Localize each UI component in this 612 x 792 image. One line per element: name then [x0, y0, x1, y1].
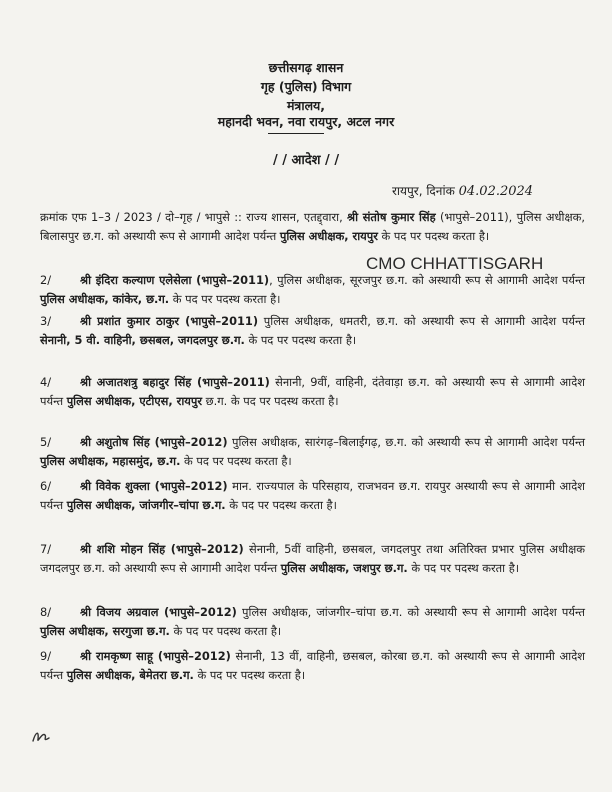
paragraph-number: 8/	[40, 605, 52, 619]
dateline	[392, 182, 533, 199]
body-text: के पद पर पदस्थ करता है।	[377, 229, 490, 243]
header-address: महानदी भवन, नवा रायपुर, अटल नगर	[217, 114, 395, 129]
body-text: (भापुसे–2011), पुलिस अधीक्षक, बिलासपुर छ.ग. को अस्थायी रूप से आगामी आदेश पर्यन्त	[40, 210, 585, 243]
body-text: के पद पर पदस्थ करता है।	[180, 454, 292, 468]
date-prefix: रायपुर, दिनांक	[392, 184, 455, 198]
body-text: पुलिस अधीक्षक, सारंगढ़–बिलाईगढ़, छ.ग. को अस्थायी रूप से आगामी आदेश पर्यन्त	[227, 435, 585, 449]
bold-text: श्री विवेक शुक्ला (भापुसे–2012)	[80, 479, 228, 493]
bold-text: श्री संतोष कुमार सिंह	[347, 210, 436, 224]
bold-text: पुलिस अधीक्षक, महासमुंद, छ.ग.	[40, 454, 181, 468]
order-title: / / आदेश / /	[272, 153, 340, 168]
order-paragraph-4	[40, 373, 585, 411]
body-text: क्रमांक एफ 1–3 / 2023 / दो–गृह / भापुसे :: राज्य शासन, एतद्द्वारा,	[40, 210, 348, 224]
body-text: पुलिस अधीक्षक, जांजगीर–चांपा छ.ग. को अस्थायी रूप से आगामी आदेश पर्यन्त	[236, 605, 585, 619]
header-government: छत्तीसगढ़ शासन	[268, 60, 344, 75]
header-department: गृह (पुलिस) विभाग	[260, 79, 352, 94]
header-ministry: मंत्रालय,	[286, 98, 326, 113]
body-text: के पद पर पदस्थ करता है।	[244, 333, 357, 347]
bold-text: सेनानी, 5 वी. वाहिनी, छसबल, जगदलपुर छ.ग.	[40, 333, 245, 347]
body-text: पुलिस अधीक्षक, धमतरी, छ.ग. को अस्थायी रूप से आगामी आदेश पर्यन्त	[258, 314, 585, 328]
body-text: के पद पर पदस्थ करता है।	[193, 668, 306, 682]
order-paragraph-7	[40, 540, 585, 578]
paragraph-number: 5/	[40, 435, 52, 449]
bold-text: श्री इंदिरा कल्याण एलेसेला (भापुसे–2011)	[80, 273, 270, 287]
paragraph-number: 7/	[40, 542, 52, 556]
bold-text: श्री अशुतोष सिंह (भापुसे–2012)	[80, 435, 228, 449]
body-text: के पद पर पदस्थ करता है।	[169, 292, 281, 306]
paragraph-number: 9/	[40, 649, 52, 663]
order-paragraph-8	[40, 603, 585, 641]
body-text: छ.ग. के पद पर पदस्थ करता है।	[202, 394, 339, 408]
handwritten-date: 04.02.2024	[458, 184, 534, 199]
body-text: सेनानी, 9वीं, वाहिनी, दंतेवाड़ा छ.ग. को अस्थायी रूप से आगामी आदेश पर्यन्त	[40, 375, 585, 408]
body-text: सेनानी, 13 वीं, वाहिनी, छसबल, कोरबा छ.ग. को अस्थायी रूप से आगामी आदेश पर्यन्त	[40, 649, 585, 682]
watermark: CMO CHHATTISGARH	[366, 254, 544, 273]
order-paragraph-6	[40, 477, 585, 515]
body-text: के पद पर पदस्थ करता है।	[407, 561, 520, 575]
bold-text: श्री विजय अग्रवाल (भापुसे–2012)	[80, 605, 237, 619]
order-paragraph-9	[40, 647, 585, 685]
bold-text: पुलिस अधीक्षक, रायपुर	[279, 229, 378, 243]
bold-text: पुलिस अधीक्षक, बेमेतरा छ.ग.	[66, 668, 194, 682]
bold-text: श्री अजातशत्रु बहादुर सिंह (भापुसे–2011)	[80, 375, 270, 389]
body-text: , पुलिस अधीक्षक, सूरजपुर छ.ग. को अस्थायी रूप से आगामी आदेश पर्यन्त	[269, 273, 586, 287]
body-text: के पद पर पदस्थ करता है।	[225, 498, 337, 512]
paragraph-number: 2/	[40, 273, 52, 287]
header-rule	[268, 133, 324, 134]
bold-text: पुलिस अधीक्षक, जशपुर छ.ग.	[280, 561, 408, 575]
body-text: के पद पर पदस्थ करता है।	[169, 624, 282, 638]
bold-text: श्री रामकृष्ण साहू (भापुसे–2012)	[80, 649, 231, 663]
paragraph-number: 3/	[40, 314, 52, 328]
handwritten-initials-mark	[30, 727, 52, 747]
body-text: मान. राज्यपाल के परिसहाय, राजभवन छ.ग. रायपुर अस्थायी रूप से आगामी आदेश पर्यन्त	[40, 479, 585, 512]
order-paragraph-2	[40, 271, 585, 309]
bold-text: पुलिस अधीक्षक, जांजगीर–चांपा छ.ग.	[66, 498, 226, 512]
paragraph-number: 6/	[40, 479, 52, 493]
bold-text: पुलिस अधीक्षक, एटीएस, रायपुर	[66, 394, 203, 408]
bold-text: पुलिस अधीक्षक, कांकेर, छ.ग.	[40, 292, 170, 306]
order-paragraph-3	[40, 312, 585, 350]
bold-text: श्री शशि मोहन सिंह (भापुसे–2012)	[80, 542, 244, 556]
order-paragraph-1	[40, 208, 585, 246]
bold-text: पुलिस अधीक्षक, सरगुजा छ.ग.	[40, 624, 170, 638]
paragraph-number: 4/	[40, 375, 52, 389]
bold-text: श्री प्रशांत कुमार ठाकुर (भापुसे–2011)	[80, 314, 259, 328]
body-text: सेनानी, 5वीं वाहिनी, छसबल, जगदलपुर तथा अतिरिक्त प्रभार पुलिस अधीक्षक जगदलपुर छ.ग. को अस्थायी रूप से आगामी आदेश पर्यन्त	[40, 542, 585, 575]
order-paragraph-5	[40, 433, 585, 471]
